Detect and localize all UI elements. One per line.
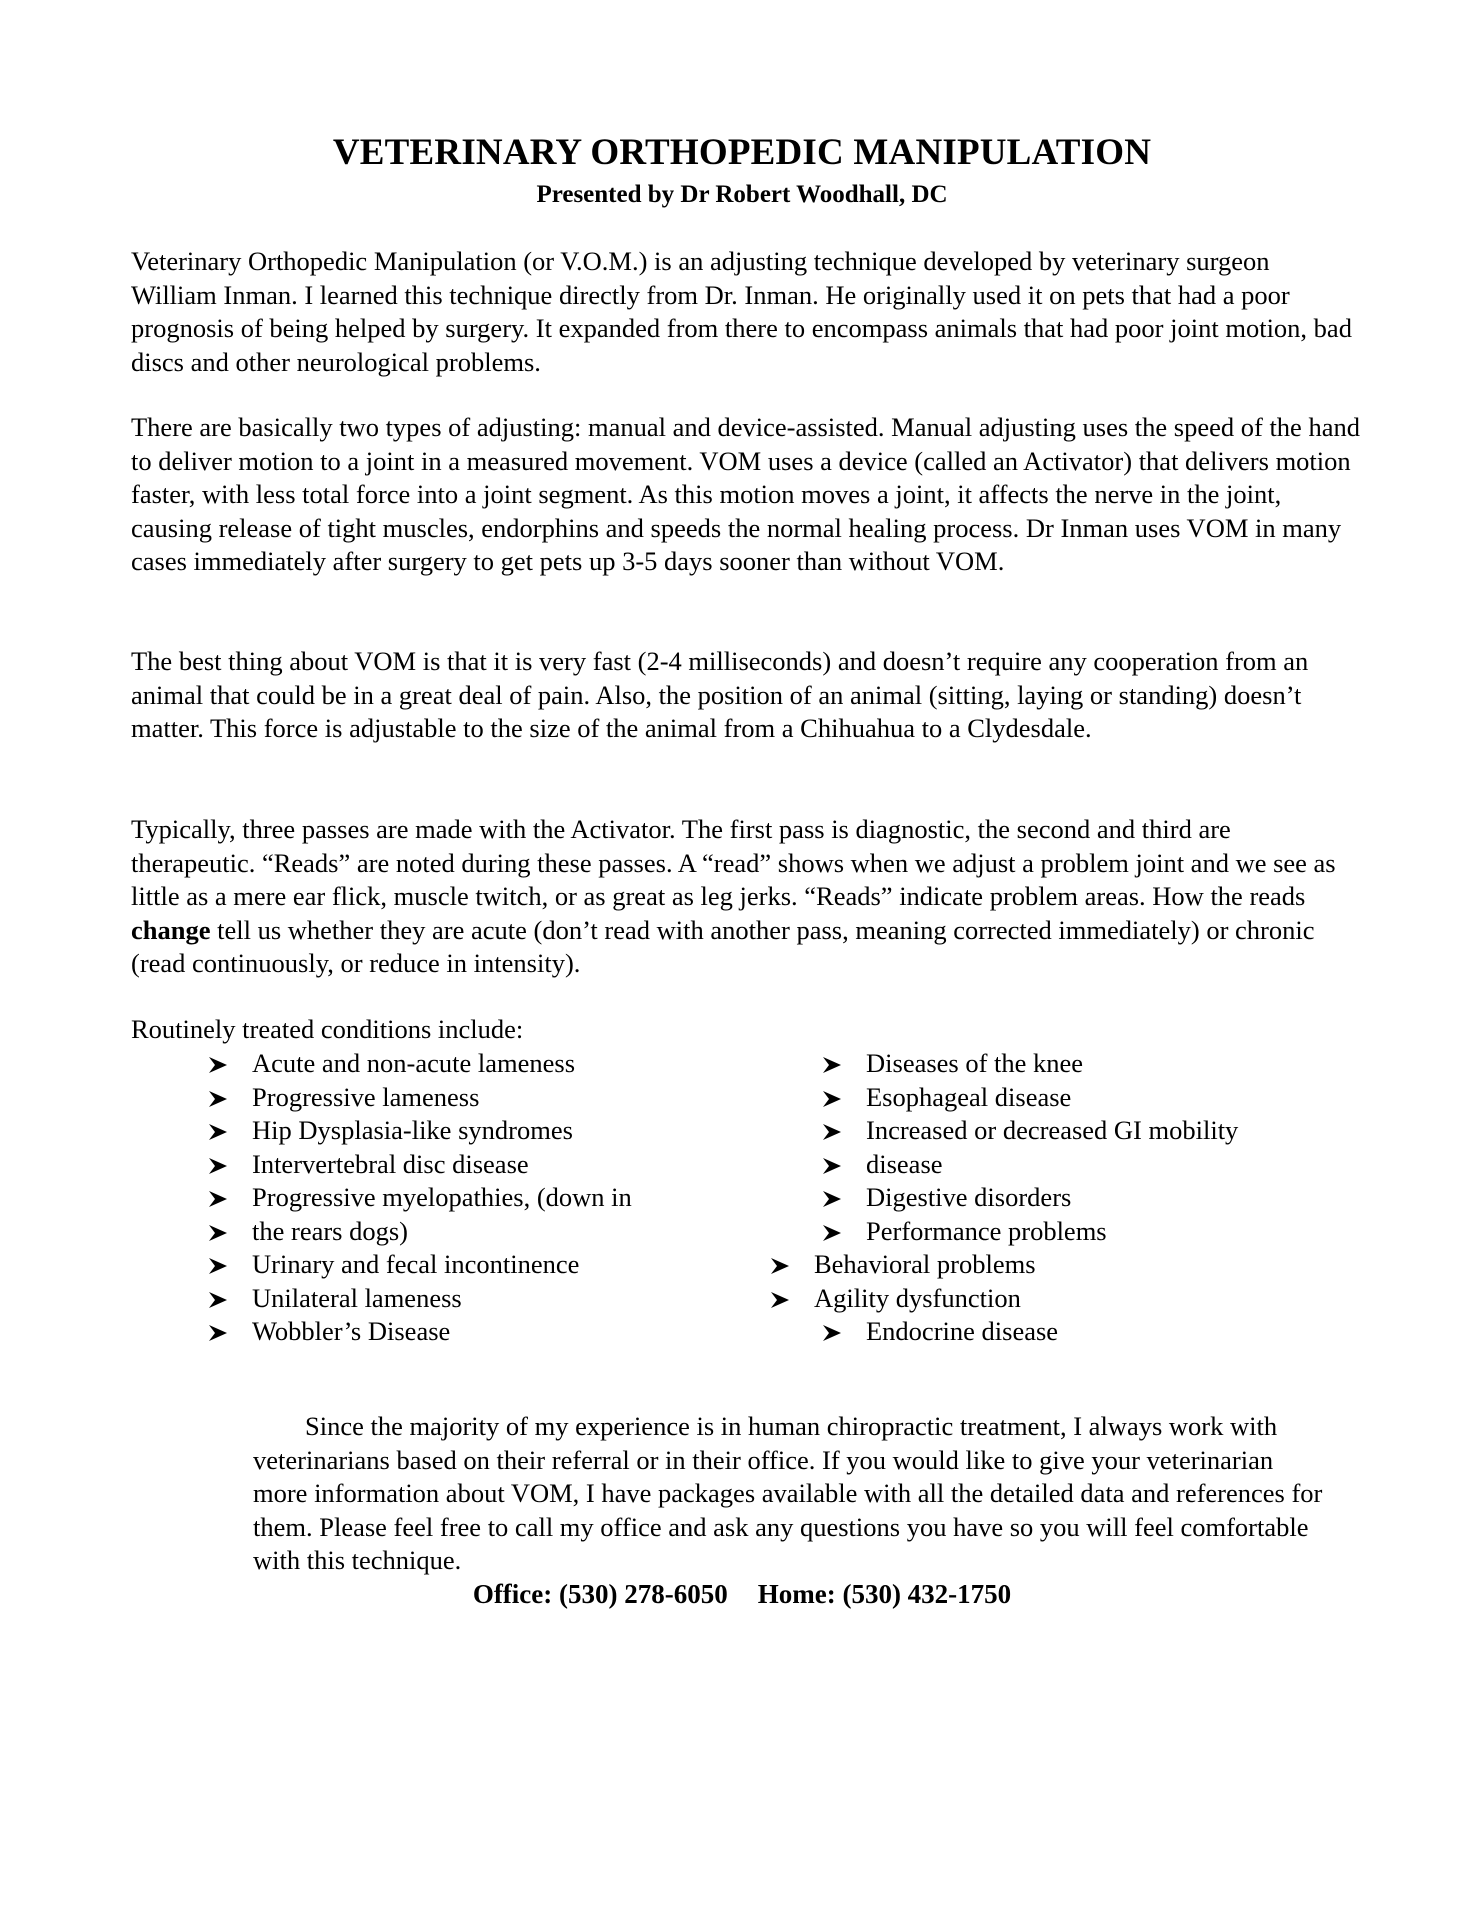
office-phone: Office: (530) 278-6050 — [472, 1579, 728, 1609]
arrowhead-bullet-icon — [208, 1181, 252, 1215]
adjusting-types-paragraph: There are basically two types of adjusting: manual and device-assisted. Manual adjusting uses the speed of the hand to deliver motion to a joint in a measured movement. VOM uses a device (called an Activator) that delivers motion faster, with less total force into a joint segment. As this motion moves a joint, it affects the nerve in the joint, causing release of tight muscles, endorphins and speeds the normal healing process. Dr Inman uses VOM in many cases immediately after surgery to get pets up 3-5 days sooner than without VOM. — [131, 412, 1360, 576]
conditions-intro: Routinely treated conditions include: — [131, 1014, 524, 1044]
arrowhead-bullet-icon — [208, 1081, 252, 1115]
arrowhead-bullet-icon — [822, 1148, 866, 1182]
arrowhead-bullet-icon — [822, 1181, 866, 1215]
arrowhead-bullet-icon — [208, 1248, 252, 1282]
list-item: disease — [822, 1148, 1238, 1182]
benefits-paragraph: The best thing about VOM is that it is very fast (2-4 milliseconds) and doesn’t require any cooperation from an animal that could be in a great deal of pain. Also, the position of an animal (sitting, laying or standing) doesn’t matter. This force is adjustable to the size of the animal from a Chihuahua to a Clydesdale. — [131, 646, 1309, 743]
list-item: the rears dogs) — [208, 1215, 632, 1249]
document-title: VETERINARY ORTHOPEDIC MANIPULATION — [332, 132, 1152, 173]
arrowhead-bullet-icon — [822, 1315, 866, 1349]
closing-paragraph: Since the majority of my experience is in human chiropractic treatment, I always work with veterinarians based on their referral or in their office. If you would like to give your veterinarian more information about VOM, I have packages available with all the detailed data and references for them. Please feel free to call my office and ask any questions you have so you will feel comfortable with this technique. — [253, 1411, 1323, 1575]
list-item: Behavioral problems — [770, 1248, 1238, 1282]
conditions-list-left — [208, 1047, 632, 1349]
list-item: Wobbler’s Disease — [208, 1315, 632, 1349]
list-item: Unilateral lameness — [208, 1282, 632, 1316]
intro-paragraph: Veterinary Orthopedic Manipulation (or V.O.M.) is an adjusting technique developed by veterinary surgeon William Inman. I learned this technique directly from Dr. Inman. He originally used it on pets that had a poor prognosis of being helped by surgery. It expanded from there to encompass animals that had poor joint motion, bad discs and other neurological problems. — [131, 246, 1352, 377]
list-item: Increased or decreased GI mobility — [822, 1114, 1238, 1148]
arrowhead-bullet-icon — [208, 1315, 252, 1349]
document-subtitle: Presented by Dr Robert Woodhall, DC — [536, 181, 948, 208]
list-item: Intervertebral disc disease — [208, 1148, 632, 1182]
passes-text-after: tell us whether they are acute (don’t read with another pass, meaning corrected immediately) or chronic (read continuously, or reduce in intensity). — [131, 914, 1315, 978]
conditions-list-right — [814, 1047, 1239, 1349]
list-item: Progressive lameness — [208, 1081, 632, 1115]
passes-paragraph — [131, 813, 1361, 981]
arrowhead-bullet-icon — [822, 1114, 866, 1148]
passes-text-before: Typically, three passes are made with the Activator. The first pass is diagnostic, the second and third are therapeutic. “Reads” are noted during these passes. A “read” shows when we adjust a problem joint and we see as little as a mere ear flick, muscle twitch, or as great as leg jerks. “Reads” indicate problem areas. How the reads — [131, 814, 1336, 911]
arrowhead-bullet-icon — [822, 1047, 866, 1081]
contact-line — [0, 1578, 1484, 1611]
passes-emphasis: change — [131, 914, 211, 945]
arrowhead-bullet-icon — [770, 1248, 814, 1282]
arrowhead-bullet-icon — [208, 1282, 252, 1316]
list-item: Endocrine disease — [822, 1315, 1238, 1349]
arrowhead-bullet-icon — [822, 1215, 866, 1249]
arrowhead-bullet-icon — [208, 1047, 252, 1081]
list-item: Progressive myelopathies, (down in — [208, 1181, 632, 1215]
arrowhead-bullet-icon — [770, 1282, 814, 1316]
home-phone: Home: (530) 432-1750 — [757, 1579, 1012, 1609]
list-item: Hip Dysplasia-like syndromes — [208, 1114, 632, 1148]
arrowhead-bullet-icon — [208, 1114, 252, 1148]
arrowhead-bullet-icon — [208, 1148, 252, 1182]
list-item: Urinary and fecal incontinence — [208, 1248, 632, 1282]
list-item: Agility dysfunction — [770, 1282, 1238, 1316]
arrowhead-bullet-icon — [208, 1215, 252, 1249]
arrowhead-bullet-icon — [822, 1081, 866, 1115]
list-item: Acute and non-acute lameness — [208, 1047, 632, 1081]
list-item: Diseases of the knee — [822, 1047, 1238, 1081]
list-item: Digestive disorders — [822, 1181, 1238, 1215]
list-item: Performance problems — [822, 1215, 1238, 1249]
list-item: Esophageal disease — [822, 1081, 1238, 1115]
